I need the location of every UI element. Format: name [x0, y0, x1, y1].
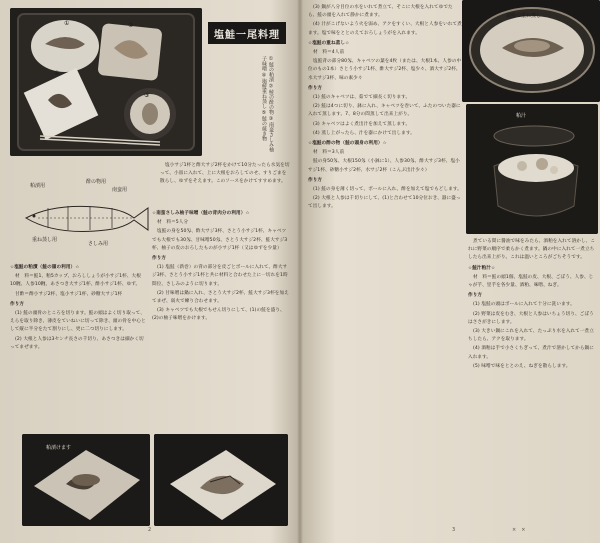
text-top-right	[160, 162, 290, 188]
text-col-a	[308, 4, 462, 213]
paragraph: 塩小サジ1杯と酢大サジ2杯をかけて10分たったら水気を切って、小皿に入れて、上に大根をおろしてのせ、すりごまを散らし、ゆずをそえます。このソースをかけてすすめます。	[160, 163, 290, 185]
photo-caption: 南蛮さしみ柚子味噌	[184, 441, 230, 447]
paragraph: 材 料＝鮭の頭1個、塩鮭の皮、大根、ごぼう、人参、じゃが芋、里芋を各少量、酒粕、味噌、ねぎ。	[468, 274, 594, 289]
left-page	[0, 0, 298, 543]
paragraph: (3) キャベツはよく煮出汁を加えて蒸します。	[313, 121, 411, 127]
paragraph: (1) 鮭の頭骨のところを切ります。鮭の頭はよく切り取って、えらを取り除き、薄皮をていねいに切って除き、頭の骨を中心として縦に半分をたて割りにし、更に二つ切りにします。	[10, 311, 146, 333]
text-col-b	[468, 238, 596, 372]
paragraph: (4) 蒸し上がったら、汁を器にかけて出します。	[313, 130, 415, 136]
paragraph: (2) 甘味噌は鍋に入れ、さとう大サジ2杯、鮭大サジ3杯を加えてまぜ、弱火で練り合わせます。	[152, 290, 289, 305]
tray-label-4: ④	[54, 70, 60, 77]
subheading: 作り方	[10, 301, 25, 307]
paragraph: (2) 大根と人参は千切りにして、(1)と合わせて10分位おき、器に盛って出します。	[308, 196, 461, 210]
text-col-right	[152, 208, 290, 325]
tray-label-3: ③	[144, 92, 150, 99]
paragraph: (1) 塩鮭の頭はボールに入れて十分に洗います。	[473, 302, 575, 308]
tray-caption: ①鮭の粕漬 ②鮭の酢の物 ③南蛮さしみ柚子味噌 ④塩鮭重ね蒸し ⑤鮭の焼き物	[261, 56, 274, 153]
section-heading: ☆鮭汁粕汁☆	[468, 265, 496, 271]
subheading: 作り方	[308, 85, 323, 91]
paragraph: 甘酢＝酢小サジ2杯、塩小サジ1杯、砂糖大サジ1杯	[15, 291, 123, 297]
text-col-left	[10, 262, 146, 353]
photo-caption: 塩鮭の重ね蒸し	[506, 13, 542, 19]
paragraph: 材 料＝5人分	[157, 220, 189, 226]
footer-marks: × ×	[512, 527, 526, 533]
photo-kasane-mushi	[462, 0, 600, 102]
paragraph: (2) 大根と人参は3センチ長さの千切り、あさつきは細かく切ってまぜます。	[10, 336, 144, 350]
paragraph: 煮ている間に醤油で味をみたら、酒粕を入れて溶かし、これに野菜の順序で柔らかく煮ます。鍋の中に入れて一煮立ちしたら出来上がり。これは温いところがごちそうです。	[468, 239, 596, 261]
paragraph: (2) 鮭は4つに切り、鉢に入れ、キャベツを巻いて、ふたのついた器に入れて蒸します。7、8分の間蒸して出来上がり。	[308, 104, 461, 118]
paragraph: (3) キャベツでも大根でもせん切りにして、(1)の鮭を盛り、(2)の柚子味噌をかけます。	[152, 308, 285, 322]
section-heading: ☆塩鮭の粕漬（鮭の頭の利用）☆	[10, 265, 80, 270]
photo-caption: 粕汁	[516, 113, 527, 119]
paragraph: (4) 酒粕は手で小さくちぎって、煮汁で溶かしてから鍋に入れます。	[468, 346, 594, 360]
fish-label: 南蛮用	[112, 187, 128, 193]
paragraph: (1) 塩鮭（新巻）の背の部分を皮ごとボールに入れて、酢大サジ3杯、さとう小サジ1杯と共に材料と合わせた上に一切れを1時間位、さしみのように切ります。	[152, 265, 288, 287]
paragraph: (4) 汁がこげないよう火を弱め、アクをすくい、大根と人参をいれて煮ます。塩で味をととのえておろしょうがを入れます。	[308, 22, 462, 36]
subheading: 作り方	[152, 256, 167, 262]
page-number: 3	[452, 527, 456, 533]
subheading: 作り方	[468, 293, 483, 299]
tray-photo	[10, 8, 202, 156]
paragraph: (1) 鮭の身を薄く切って、ボールに入れ、酢を加えて塩でもどします。	[313, 187, 462, 193]
tray-label-2: ②	[128, 22, 134, 29]
paragraph: (5) 味噌で味をととのえ、ねぎを散らします。	[473, 363, 571, 369]
subheading: 作り方	[308, 177, 323, 183]
paragraph: (2) 野菜は皮をむき、大根と人参はいちょう切り、ごぼうはささがきにします。	[468, 311, 594, 325]
article-title: 塩鮭一尾料理	[208, 22, 286, 44]
paragraph: 鮭の身50匁、大根150匁（小鉢に1）、人参30匁、酢大サジ3杯、塩小サジ1杯、砂糖小サジ2杯、水サジ2杯（こんぶ出汁少々）	[308, 159, 460, 173]
tray-label-1: ①	[64, 20, 70, 27]
photo-nanban	[154, 434, 288, 526]
fish-label: 粕漬用	[30, 183, 46, 189]
section-heading: ☆塩鮭の酢の物（鮭の頭身の利用）☆	[308, 141, 387, 147]
paragraph: 材 料＝鮭1、粕5カップ、おろししょうが小サジ1杯、大根10糎、人参10糎、あさつき大サジ1杯、酢小サジ1杯、ゆず。	[10, 274, 141, 288]
section-heading: ☆塩鮭の重ね蒸し☆	[308, 40, 350, 46]
fish-cut-diagram	[8, 178, 158, 258]
fish-label: さしみ用	[88, 241, 109, 247]
section-heading: ☆南蛮さしみ柚子味噌（鮭の背肉分の利用）☆	[152, 211, 250, 216]
paragraph: (3) 大きい鍋にこれを入れて、たっぷり水を入れて一煮立ちしたら、アクを取ります。	[468, 329, 594, 343]
fish-label: 重ね蒸し用	[32, 237, 58, 243]
page-number: 2	[148, 527, 152, 533]
paragraph: 塩鮭背の部分80匁、キャベツの葉を4枚（または、大根1本、人参の中位のもの1本）さとう小サジ1杯、酢大サジ2杯、塩少々、酒大サジ2杯、水大サジ3杯、味の素少々	[308, 59, 462, 81]
paragraph: 材 料＝3人前	[313, 150, 345, 156]
fish-label: 酢の物用	[86, 179, 107, 185]
photo-kasujiru	[466, 104, 598, 234]
paragraph: 塩鮭の身を50匁、酢大サジ3杯、さとう小サジ1杯、キャベツでも大根でも30匁、甘味噌50匁、さとう大サジ2杯、鮭大サジ3杯、柚子の皮のおろしたものが小サジ1杯（又はゆずを少量）	[152, 229, 288, 251]
photo-kasuzuke	[22, 434, 150, 526]
photo-caption: 粕漬けます	[46, 445, 72, 451]
paragraph: (1) 鮭のキャベツは、茹でて細長く切ります。	[313, 95, 411, 101]
paragraph: (3) 鍋が八分目位の水をいれて煮立て、そこに大根を入れてゆでたら、鮭の頭を入れて静かに煮ます。	[308, 5, 453, 19]
right-page	[302, 0, 600, 543]
paragraph: 材 料＝4人前	[313, 50, 345, 56]
